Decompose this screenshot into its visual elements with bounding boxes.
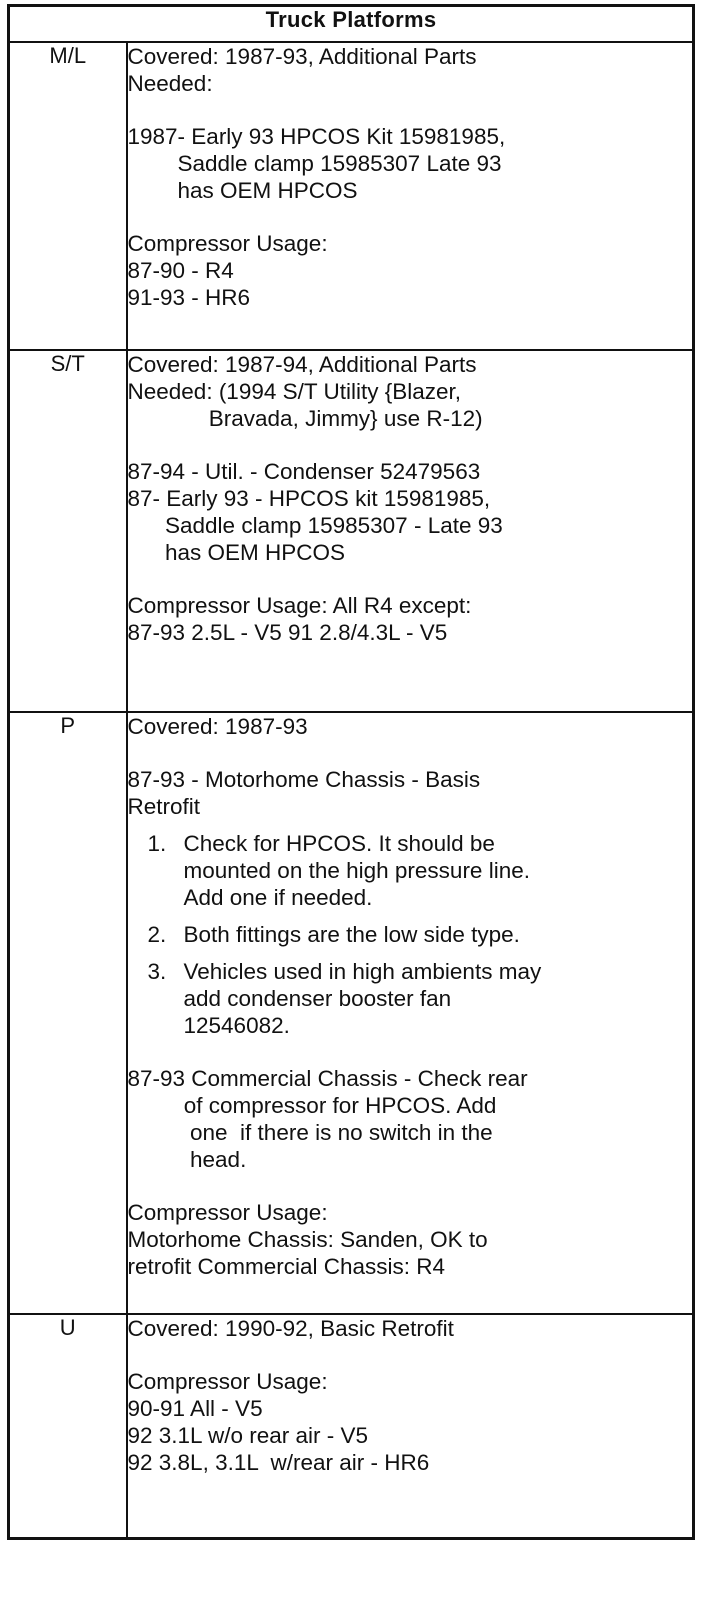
truck-platforms-table	[7, 4, 695, 1540]
text-line: 87-93 - Motorhome Chassis - Basis	[127, 767, 481, 792]
text-line: 12546082.	[183, 1013, 290, 1038]
text-line: of compressor for HPCOS. Add	[127, 1093, 497, 1118]
list-item	[128, 921, 693, 948]
text-line: Needed: (1994 S/T Utility {Blazer,	[127, 379, 462, 404]
platform-u: U	[9, 1314, 127, 1539]
step-number: 2.	[147, 922, 167, 947]
table-row-ml	[9, 42, 694, 350]
details-u	[127, 1314, 694, 1539]
p-block-motorhome	[128, 766, 693, 820]
ml-block-parts	[128, 123, 693, 204]
text-line: 90-91 All - V5	[127, 1396, 263, 1421]
text-line: Covered: 1990-92, Basic Retrofit	[127, 1316, 454, 1341]
text-line: Needed:	[127, 71, 213, 96]
p-block-covered	[128, 713, 693, 740]
text-line: Retrofit	[127, 794, 201, 819]
text-line: 87-94 - Util. - Condenser 52479563	[127, 459, 481, 484]
text-line: Compressor Usage:	[127, 231, 328, 256]
text-line: retrofit Commercial Chassis: R4	[127, 1254, 446, 1279]
st-block-covered	[128, 351, 693, 432]
st-block-parts	[128, 458, 693, 566]
table-row-u	[9, 1314, 694, 1539]
details-p	[127, 712, 694, 1314]
text-line: 87-90 - R4	[127, 258, 234, 283]
step-number: 3.	[147, 959, 167, 984]
text-line: Saddle clamp 15985307 Late 93	[127, 151, 502, 176]
text-line: 1987- Early 93 HPCOS Kit 15981985,	[127, 124, 506, 149]
text-line: 91-93 - HR6	[127, 285, 251, 310]
details-ml	[127, 42, 694, 350]
text-line: 92 3.8L, 3.1L w/rear air - HR6	[127, 1450, 430, 1475]
ml-block-covered	[128, 43, 693, 97]
u-block-covered	[128, 1315, 693, 1342]
text-line: Saddle clamp 15985307 - Late 93	[127, 513, 503, 538]
text-line: 87-93 2.5L - V5 91 2.8/4.3L - V5	[127, 620, 448, 645]
text-line: Compressor Usage:	[127, 1200, 328, 1225]
text-line: Covered: 1987-94, Additional Parts	[127, 352, 477, 377]
text-line: has OEM HPCOS	[127, 178, 358, 203]
platform-st: S/T	[9, 350, 127, 712]
text-line: 87- Early 93 - HPCOS kit 15981985,	[127, 486, 491, 511]
text-line: Compressor Usage:	[127, 1369, 328, 1394]
text-line: Both fittings are the low side type.	[183, 922, 520, 947]
step-number: 1.	[147, 831, 167, 856]
text-line: 92 3.1L w/o rear air - V5	[127, 1423, 369, 1448]
table-row-p	[9, 712, 694, 1314]
text-line: Covered: 1987-93, Additional Parts	[127, 44, 477, 69]
text-line: Check for HPCOS. It should be	[183, 831, 495, 856]
text-line: Vehicles used in high ambients may	[183, 959, 542, 984]
details-st	[127, 350, 694, 712]
text-line: 87-93 Commercial Chassis - Check rear	[127, 1066, 528, 1091]
p-block-compressor	[128, 1199, 693, 1280]
ml-block-compressor	[128, 230, 693, 311]
text-line: has OEM HPCOS	[127, 540, 346, 565]
text-line: Bravada, Jimmy} use R-12)	[127, 406, 483, 431]
platform-p: P	[9, 712, 127, 1314]
text-line: head.	[127, 1147, 247, 1172]
list-item	[128, 958, 693, 1039]
p-block-commercial	[128, 1065, 693, 1173]
text-line: Add one if needed.	[183, 885, 373, 910]
list-item	[128, 830, 693, 911]
text-line: one if there is no switch in the	[127, 1120, 493, 1145]
table-title: Truck Platforms	[9, 6, 694, 43]
retrofit-steps-list	[128, 830, 693, 1039]
text-line: Compressor Usage: All R4 except:	[127, 593, 472, 618]
text-line: Motorhome Chassis: Sanden, OK to	[127, 1227, 488, 1252]
u-block-compressor	[128, 1368, 693, 1476]
text-line: mounted on the high pressure line.	[183, 858, 530, 883]
table-row-st	[9, 350, 694, 712]
st-block-compressor	[128, 592, 693, 646]
text-line: add condenser booster fan	[183, 986, 452, 1011]
platform-ml: M/L	[9, 42, 127, 350]
text-line: Covered: 1987-93	[127, 714, 308, 739]
